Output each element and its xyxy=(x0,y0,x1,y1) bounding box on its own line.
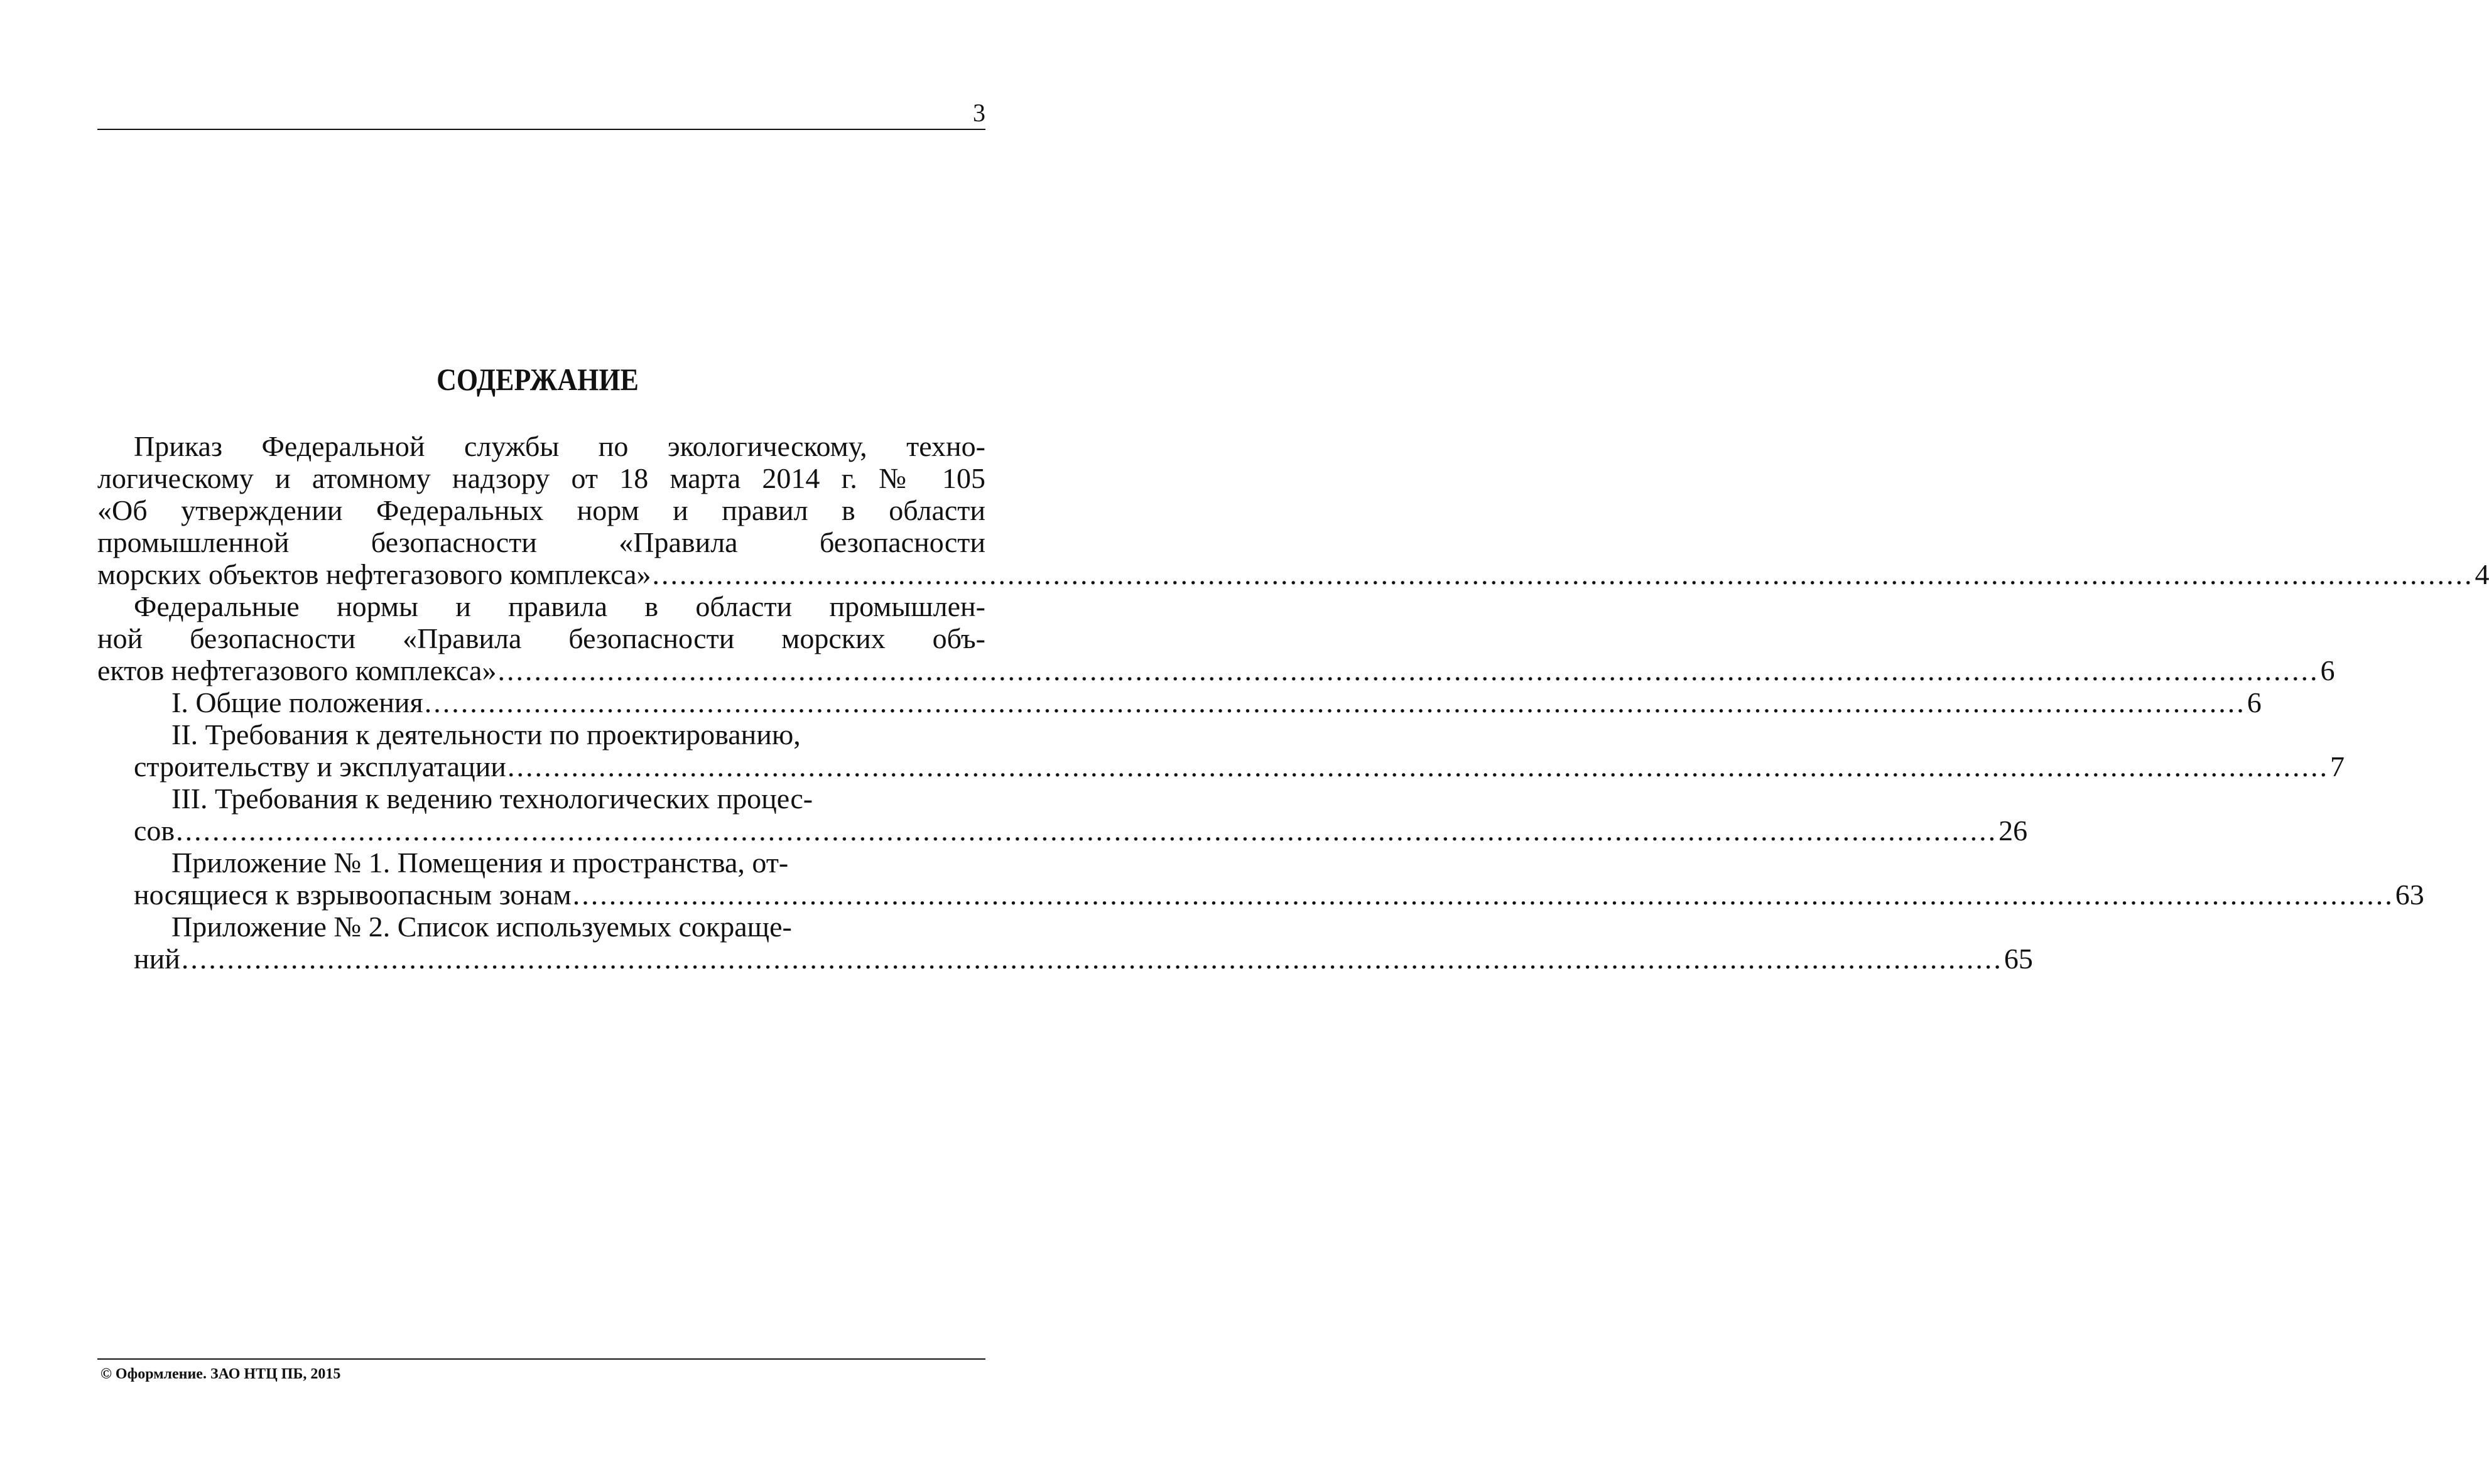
toc-entry-line: Приложение № 1. Помещения и пространства, от- xyxy=(171,847,789,879)
toc-entry-line: III. Требования к ведению технологических процес- xyxy=(171,783,813,815)
toc-entry-line: ной безопасности «Правила безопасности морских объ- xyxy=(97,622,985,654)
toc-entry-section-1[interactable] xyxy=(97,686,2262,718)
toc-entry-text: строительству и эксплуатации xyxy=(134,750,506,783)
toc-page-number: 65 xyxy=(2004,943,2033,975)
toc-page-number: 6 xyxy=(2247,686,2262,718)
toc-entry-lastline xyxy=(97,654,2335,686)
toc-entry-text: ний xyxy=(134,943,180,975)
toc-entry-lastline xyxy=(97,879,2424,911)
toc-entry-appendix-1[interactable] xyxy=(97,847,2424,911)
toc-entry-lastline xyxy=(97,750,2345,783)
toc-page-number: 6 xyxy=(2320,654,2335,686)
toc-entry-text: носящиеся к взрывоопасным зонам xyxy=(134,879,572,911)
toc-page-number: 63 xyxy=(2395,879,2424,911)
toc-page-number: 7 xyxy=(2329,750,2345,783)
toc-entry-lastline xyxy=(97,943,2033,975)
leader-dots: ........................................................................................................................................................................................................ xyxy=(181,943,2003,975)
toc-entry-line: промышленной безопасности «Правила безопасности xyxy=(97,526,985,558)
toc-entry-section-2[interactable] xyxy=(97,718,2345,783)
leader-dots: ........................................................................................................................................................................................................ xyxy=(497,654,2319,686)
toc-entry-text: ектов нефтегазового комплекса» xyxy=(97,654,497,686)
toc-entry-section-3[interactable] xyxy=(97,783,2028,847)
toc-entry-appendix-2[interactable] xyxy=(97,911,2033,975)
toc-entry-lastline xyxy=(97,686,2262,718)
toc-title: СОДЕРЖАНИЕ xyxy=(437,362,639,397)
toc-entry-lastline xyxy=(97,815,2028,847)
toc-entry-text: I. Общие положения xyxy=(171,686,423,718)
toc-entry-line: Приказ Федеральной службы по экологическому, техно- xyxy=(134,430,985,462)
leader-dots: ........................................................................................................................................................................................................ xyxy=(507,750,2329,783)
toc-entry-lastline xyxy=(97,558,2489,590)
copyright-footer: © Оформление. ЗАО НТЦ ПБ, 2015 xyxy=(100,1366,341,1382)
toc-entry-line: «Об утверждении Федеральных норм и правил в области xyxy=(97,494,985,526)
toc-entry-rules[interactable] xyxy=(97,590,2335,686)
footer-rule xyxy=(97,1358,985,1360)
leader-dots: ........................................................................................................................................................................................................ xyxy=(424,686,2246,718)
header-rule xyxy=(97,129,985,130)
toc-entry-order[interactable] xyxy=(97,430,2489,590)
leader-dots: ........................................................................................................................................................................................................ xyxy=(652,558,2474,590)
toc-entry-line: Федеральные нормы и правила в области промышлен- xyxy=(134,590,985,622)
toc-entry-line: Приложение № 2. Список используемых сокраще- xyxy=(171,911,792,943)
toc-page-number: 26 xyxy=(1998,815,2028,847)
leader-dots: ........................................................................................................................................................................................................ xyxy=(572,879,2394,911)
toc-entry-line: II. Требования к деятельности по проектированию, xyxy=(171,718,801,750)
toc-page-number: 4 xyxy=(2475,558,2489,590)
toc-entry-text: сов xyxy=(134,815,175,847)
toc-entry-text: морских объектов нефтегазового комплекса» xyxy=(97,558,651,590)
leader-dots: ........................................................................................................................................................................................................ xyxy=(176,815,1998,847)
page-number: 3 xyxy=(973,99,985,127)
table-of-contents xyxy=(97,430,2489,975)
toc-entry-line: логическому и атомному надзору от 18 марта 2014 г. № 105 xyxy=(97,462,985,494)
